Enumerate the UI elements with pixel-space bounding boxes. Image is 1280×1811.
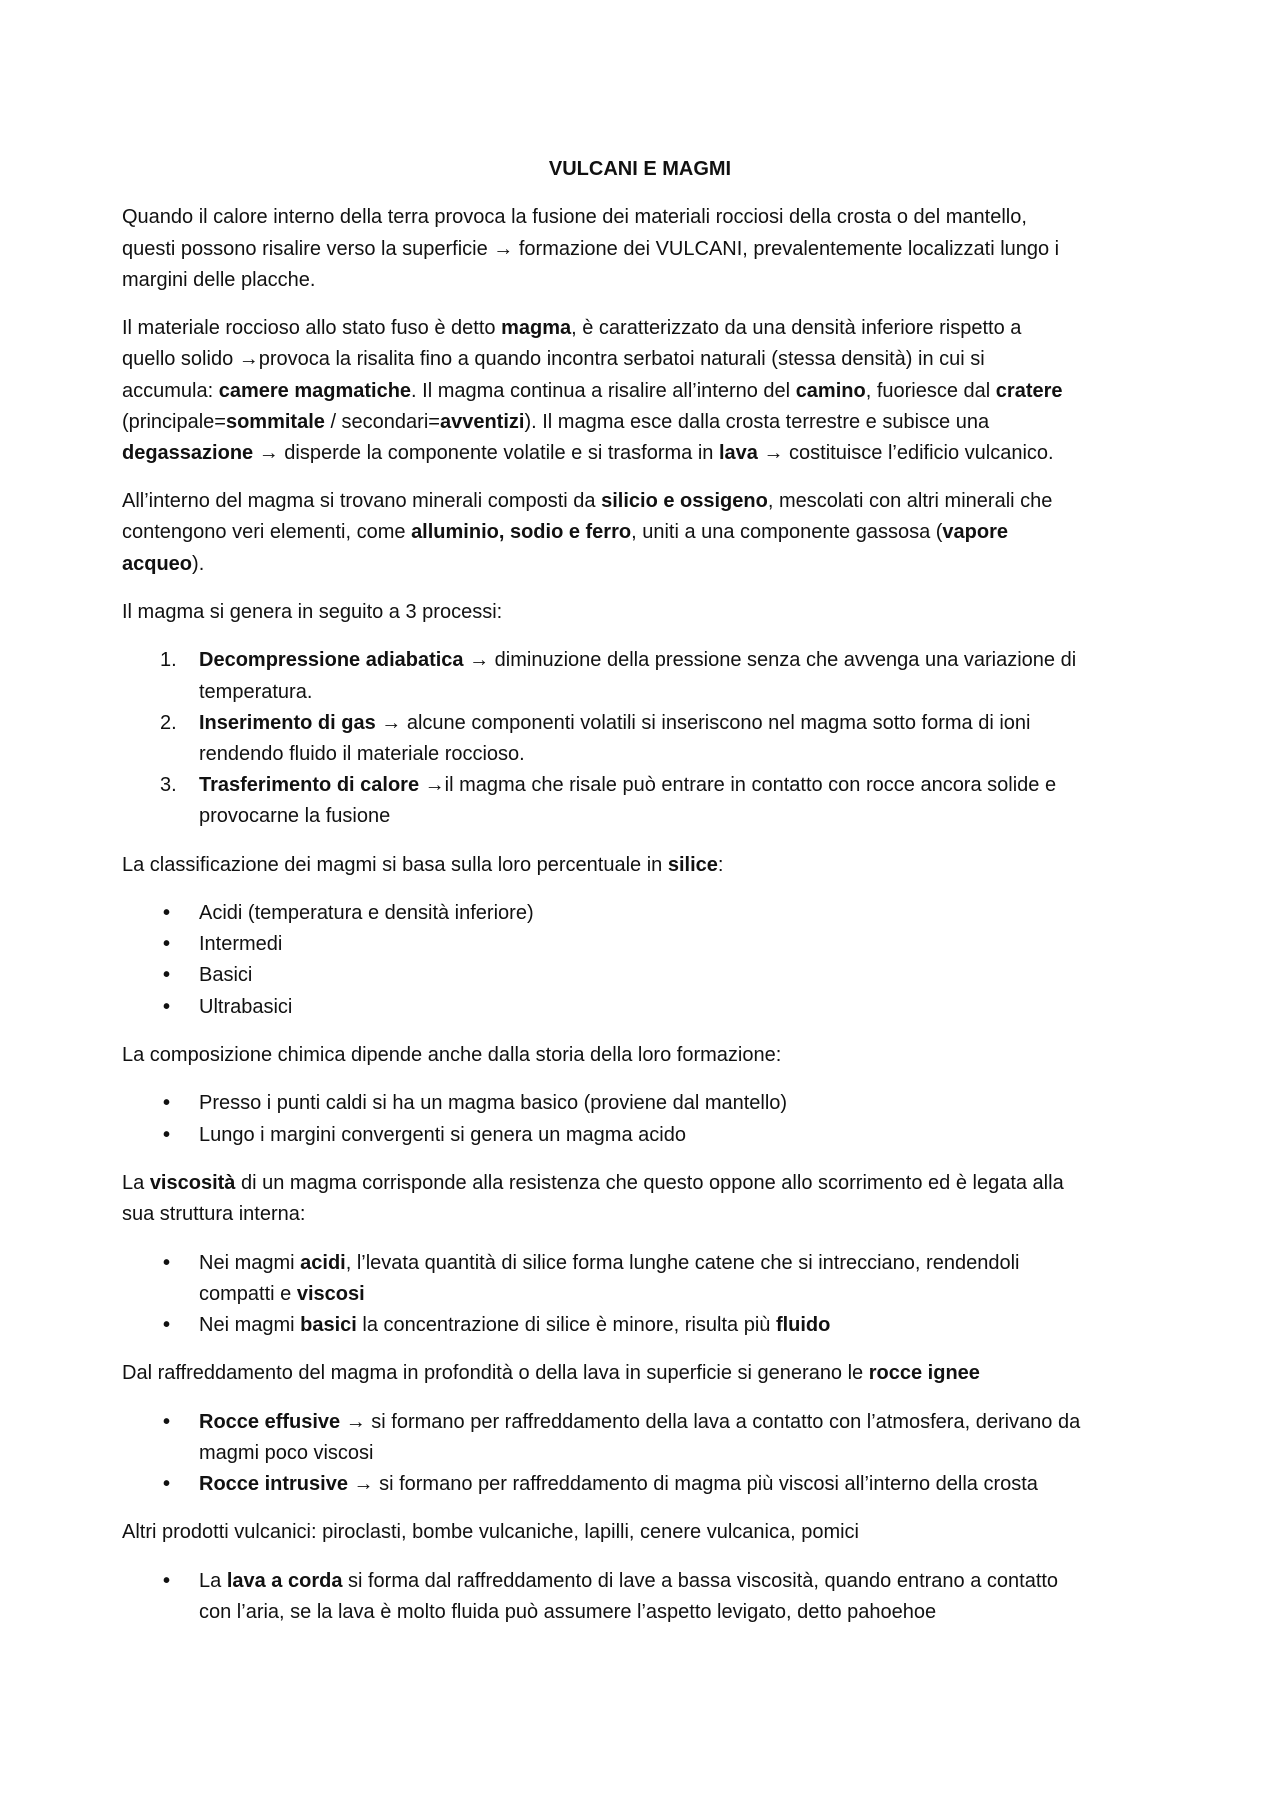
text-line [199, 1248, 1158, 1279]
bullet-marker: • [163, 1092, 171, 1115]
list-item [122, 1088, 1158, 1119]
arrow-symbol: → [763, 441, 784, 464]
list-item [122, 1120, 1158, 1151]
text-line [199, 1438, 1158, 1469]
list-item [122, 1407, 1158, 1469]
bullet-marker: • [163, 1123, 171, 1146]
text-line [199, 677, 1158, 708]
text-line [199, 708, 1158, 739]
text-run: Intermedi [199, 933, 283, 956]
text-run: Acidi (temperatura e densità inferiore) [199, 902, 534, 925]
text-run: Lungo i margini convergenti si genera un magma acido [199, 1123, 686, 1146]
text-run: , è caratterizzato da una densità inferiore rispetto a [571, 317, 1022, 340]
text-run: formazione dei VULCANI, prevalentemente localizzati lungo i [513, 237, 1060, 260]
arrow-symbol: → [469, 649, 490, 672]
bullet-marker: • [163, 1569, 171, 1592]
list-item [122, 645, 1158, 707]
text-line [122, 1168, 1158, 1199]
text-line [199, 1120, 1158, 1151]
paragraph [122, 1517, 1158, 1548]
bold-term: acqueo [122, 552, 193, 575]
bullet-marker: • [163, 933, 171, 956]
text-run: , uniti a una componente gassosa ( [631, 521, 943, 544]
bold-term: fluido [775, 1313, 831, 1336]
text-run: margini delle placche. [122, 268, 316, 291]
text-line [122, 597, 1158, 628]
bold-term: silice [667, 853, 718, 876]
bullet-list [122, 1566, 1158, 1628]
text-run: La composizione chimica dipende anche dalla storia della loro formazione: [122, 1044, 782, 1066]
text-run: magmi poco viscosi [199, 1441, 374, 1464]
text-line [122, 486, 1158, 517]
text-run: La classificazione dei magmi si basa sulla loro percentuale in [122, 853, 668, 876]
text-run: temperatura. [199, 680, 313, 703]
bold-term: Decompressione adiabatica [199, 649, 464, 672]
bold-term: Inserimento di gas [199, 711, 382, 734]
text-run: : [717, 853, 724, 876]
text-run: Presso i punti caldi si ha un magma basico (proviene dal mantello) [199, 1092, 788, 1115]
text-run: Il magma si genera in seguito a 3 processi: [122, 601, 503, 623]
list-number: 3. [160, 774, 177, 797]
bold-term: alluminio, sodio e ferro [411, 521, 632, 544]
text-run: costituisce l’edificio vulcanico. [783, 441, 1054, 464]
bold-term: lava [718, 441, 758, 464]
text-run: . Il magma continua a risalire all’interno del [411, 379, 796, 402]
text-line [199, 1407, 1158, 1438]
text-line [122, 1358, 1158, 1389]
text-run: Basici [199, 964, 253, 987]
text-run: si formano per raffreddamento di magma più viscosi all’interno della crosta [373, 1473, 1038, 1495]
list-number: 2. [160, 711, 177, 734]
text-line [199, 1279, 1158, 1310]
text-run: Quando il calore interno della terra provoca la fusione dei materiali rocciosi della crosta o del mantello, [122, 206, 1027, 229]
text-line [199, 1469, 1158, 1500]
list-item [122, 708, 1158, 770]
bullet-list [122, 1407, 1158, 1501]
text-line [122, 234, 1158, 265]
bold-term: avventizi [439, 410, 525, 433]
text-line [122, 850, 1158, 881]
list-item [122, 770, 1158, 832]
text-run: rendendo fluido il materiale roccioso. [199, 742, 525, 765]
text-line [122, 1040, 1158, 1071]
bold-term: lava a corda [226, 1569, 343, 1592]
bold-term: cratere [995, 379, 1063, 402]
text-run: quello solido [122, 348, 239, 371]
bold-term: vapore [942, 521, 1008, 544]
text-run: Dal raffreddamento del magma in profondità o della lava in superficie si generano le [122, 1362, 869, 1385]
bullet-marker: • [163, 1410, 171, 1433]
text-run: , fuoriesce dal [865, 379, 996, 402]
arrow-symbol: → [345, 1410, 366, 1433]
text-run: Altri prodotti vulcanici: piroclasti, bombe vulcaniche, lapilli, cenere vulcanica, pomici [122, 1521, 860, 1544]
bold-term: Rocce intrusive [199, 1473, 348, 1495]
text-line [199, 1566, 1158, 1597]
bold-term: viscosità [149, 1171, 236, 1194]
text-run: ). [192, 552, 205, 575]
text-line [199, 770, 1158, 801]
arrow-symbol: → [353, 1473, 374, 1495]
list-item-text [199, 708, 1158, 770]
bold-term: silicio e ossigeno [601, 490, 768, 513]
list-item-text [199, 1248, 1158, 1310]
text-line [199, 645, 1158, 676]
text-run: Nei magmi [199, 1251, 301, 1274]
arrow-symbol: → [258, 441, 279, 464]
list-item-text [199, 1407, 1158, 1469]
list-item [122, 1469, 1158, 1500]
list-item-text [199, 992, 1158, 1023]
bold-term: basici [300, 1313, 357, 1336]
text-line [199, 1597, 1158, 1628]
text-run: , mescolati con altri minerali che [767, 490, 1053, 513]
paragraph [122, 1040, 1158, 1071]
text-run: diminuzione della pressione senza che avvenga una variazione di [489, 649, 1077, 672]
bold-term: Rocce effusive [199, 1410, 341, 1433]
text-line [122, 1199, 1158, 1230]
text-line [199, 960, 1158, 991]
text-run: contengono veri elementi, come [122, 521, 412, 544]
list-item-text [199, 1310, 1158, 1341]
document-title: VULCANI E MAGMI [548, 158, 732, 180]
bullet-marker: • [163, 995, 171, 1018]
text-line [122, 202, 1158, 233]
text-run: accumula: [122, 379, 219, 402]
text-run: provoca la risalita fino a quando incontra serbatoi naturali (stessa densità) in cui si [258, 348, 985, 371]
text-run: alcune componenti volatili si inseriscono nel magma sotto forma di ioni [401, 711, 1031, 734]
text-run: si formano per raffreddamento della lava a contatto con l’atmosfera, derivano da [365, 1410, 1081, 1433]
text-run: Ultrabasici [199, 995, 293, 1018]
text-line [199, 739, 1158, 770]
list-item [122, 1566, 1158, 1628]
text-run: Nei magmi [199, 1313, 301, 1336]
text-run: disperde la componente volatile e si trasforma in [278, 441, 719, 464]
bullet-list [122, 1088, 1158, 1150]
paragraph [122, 1358, 1158, 1389]
bullet-marker: • [163, 1313, 171, 1336]
list-number: 1. [160, 649, 177, 672]
text-run: ). Il magma esce dalla crosta terrestre e subisce una [524, 410, 990, 433]
text-line [122, 549, 1158, 580]
text-line [122, 438, 1158, 469]
text-line [199, 1310, 1158, 1341]
paragraph [122, 486, 1158, 580]
bullet-marker: • [163, 1473, 171, 1495]
paragraph [122, 850, 1158, 881]
list-item-text [199, 1566, 1158, 1628]
bullet-list [122, 898, 1158, 1023]
text-line [122, 265, 1158, 296]
text-line [122, 376, 1158, 407]
list-item-text [199, 645, 1158, 707]
text-line [199, 992, 1158, 1023]
list-item-text [199, 1120, 1158, 1151]
text-line [199, 898, 1158, 929]
text-run: (principale= [122, 410, 226, 433]
numbered-list [122, 645, 1158, 832]
paragraph [122, 597, 1158, 628]
text-run: All’interno del magma si trovano minerali composti da [122, 490, 602, 513]
list-item [122, 929, 1158, 960]
list-item-text [199, 898, 1158, 929]
text-run: la concentrazione di silice è minore, risulta più [356, 1313, 776, 1336]
bold-term: camere magmatiche [218, 379, 412, 402]
text-line [122, 407, 1158, 438]
text-line [199, 801, 1158, 832]
text-run: si forma dal raffreddamento di lave a bassa viscosità, quando entrano a contatto [342, 1569, 1059, 1592]
paragraph [122, 1168, 1158, 1230]
list-item [122, 1310, 1158, 1341]
text-run: il magma che risale può entrare in contatto con rocce ancora solide e [444, 774, 1057, 797]
arrow-symbol: → [493, 237, 514, 260]
arrow-symbol: → [424, 774, 445, 797]
list-item-text [199, 929, 1158, 960]
bullet-list [122, 1248, 1158, 1342]
list-item-text [199, 1469, 1158, 1500]
text-run: questi possono risalire verso la superficie [122, 237, 494, 260]
bold-term: rocce ignee [868, 1362, 980, 1385]
bullet-marker: • [163, 1251, 171, 1274]
list-item [122, 960, 1158, 991]
text-run: , l’levata quantità di silice forma lunghe catene che si intrecciano, rendendoli [345, 1251, 1020, 1274]
bold-term: degassazione [122, 441, 254, 464]
list-item-text [199, 1088, 1158, 1119]
bold-term: Trasferimento di calore [199, 774, 425, 797]
text-run: La [199, 1569, 227, 1592]
list-item [122, 898, 1158, 929]
bold-term: magma [501, 317, 572, 340]
list-item [122, 992, 1158, 1023]
text-line [199, 1088, 1158, 1119]
bullet-marker: • [163, 902, 171, 925]
text-line [122, 1517, 1158, 1548]
text-run: provocarne la fusione [199, 805, 391, 828]
text-line [122, 313, 1158, 344]
bullet-marker: • [163, 964, 171, 987]
document-content [122, 154, 1158, 1645]
list-item [122, 1248, 1158, 1310]
bold-term: viscosi [296, 1282, 365, 1305]
text-run: Il materiale roccioso allo stato fuso è detto [122, 317, 502, 340]
paragraph [122, 313, 1158, 469]
text-run: / secondari= [324, 410, 440, 433]
bold-term: sommitale [225, 410, 325, 433]
text-line [122, 517, 1158, 548]
text-line [199, 929, 1158, 960]
text-line [122, 344, 1158, 375]
paragraph [122, 202, 1158, 296]
text-run: compatti e [199, 1282, 297, 1305]
bold-term: acidi [300, 1251, 346, 1274]
text-run: La [122, 1171, 150, 1194]
text-run: di un magma corrisponde alla resistenza che questo oppone allo scorrimento ed è legata alla [235, 1171, 1064, 1194]
list-item-text [199, 960, 1158, 991]
text-run: con l’aria, se la lava è molto fluida può assumere l’aspetto levigato, detto pahoehoe [199, 1600, 937, 1623]
arrow-symbol: → [381, 711, 402, 734]
bold-term: camino [795, 379, 866, 402]
list-item-text [199, 770, 1158, 832]
text-run: sua struttura interna: [122, 1203, 306, 1226]
arrow-symbol: → [238, 348, 259, 371]
